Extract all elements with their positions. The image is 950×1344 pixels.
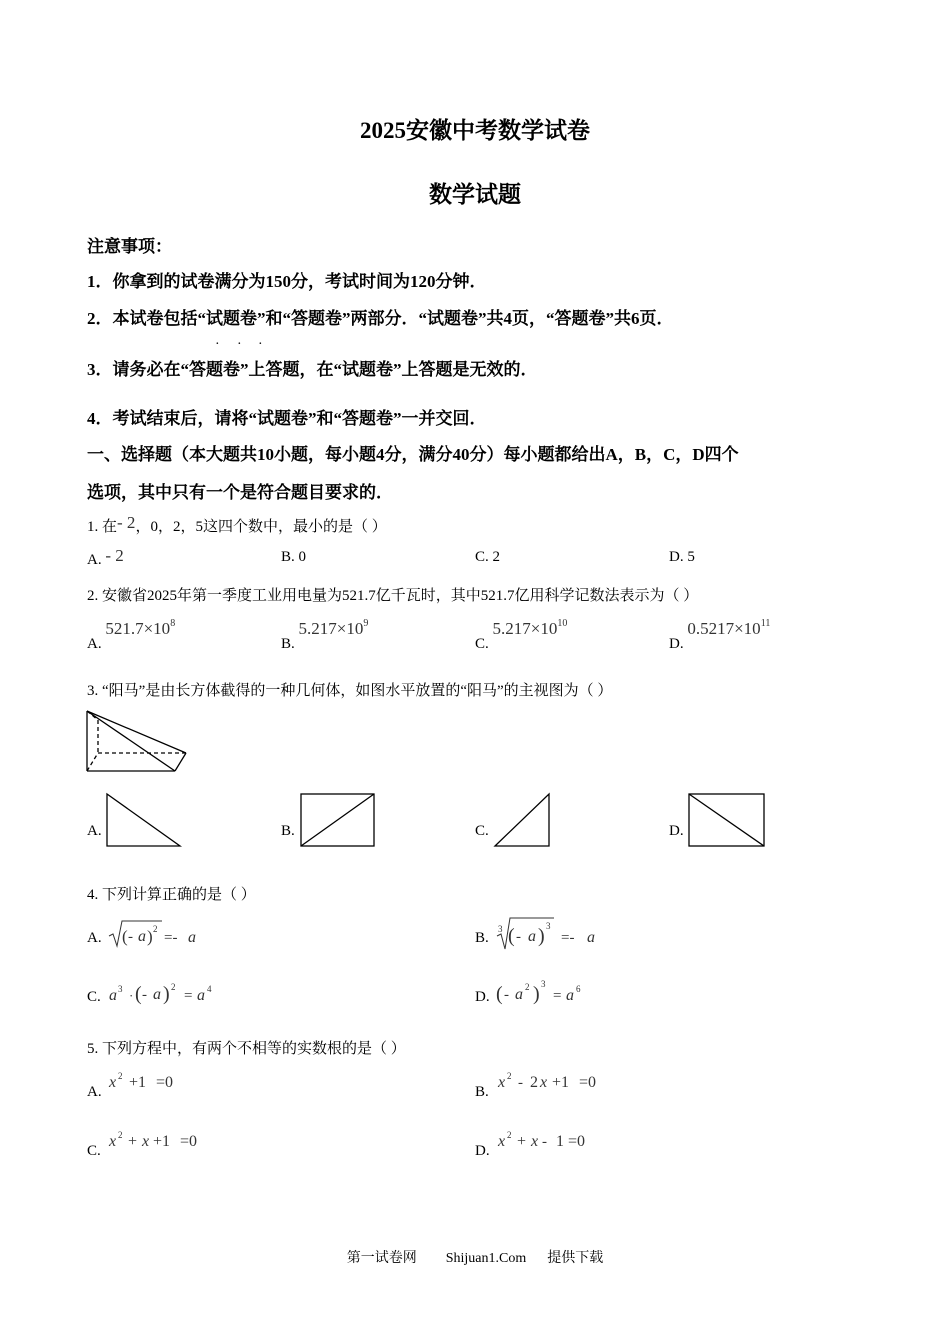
exam-title: 2025安徽中考数学试卷 (360, 118, 590, 143)
emphasis-dot: · (215, 337, 220, 352)
svg-text:(: ( (135, 983, 142, 1005)
svg-text:-: - (504, 987, 509, 1003)
svg-text:-: - (516, 929, 521, 945)
q4-option-d-label: D. (475, 989, 490, 1005)
exam-subtitle: 数学试题 (429, 182, 521, 207)
svg-text:2: 2 (171, 982, 176, 992)
svg-text:x: x (498, 1074, 506, 1091)
svg-text:a: a (566, 987, 574, 1004)
svg-text:+: + (517, 1133, 527, 1150)
svg-text:): ) (538, 925, 545, 947)
svg-text:2: 2 (507, 1071, 512, 1081)
q4-option-c-label: C. (87, 989, 101, 1005)
svg-text:=0: =0 (568, 1133, 586, 1150)
q3-option-d-label: D. (669, 823, 684, 839)
svg-text:2: 2 (118, 1071, 123, 1081)
svg-text:(: ( (122, 927, 128, 946)
q1-option-d: D. 5 (669, 549, 695, 565)
footer-site-url[interactable]: Shijuan1.Com (445, 1251, 527, 1266)
svg-text:a: a (528, 928, 536, 945)
svg-text:x: x (498, 1133, 506, 1150)
question-5-stem: 5. 下列方程中，有两个不相等的实数根的是（ ） (87, 1041, 406, 1057)
footer-tagline: 提供下载 (547, 1251, 604, 1266)
svg-text:-: - (542, 1134, 547, 1150)
notice-heading: 注意事项： (87, 237, 172, 256)
question-3-stem: 3. “阳马”是由长方体截得的一种几何体，如图水平放置的“阳马”的主视图为（ ） (87, 683, 613, 699)
svg-text:+1: +1 (552, 1074, 570, 1091)
svg-text:2: 2 (525, 982, 530, 992)
svg-text:): ) (163, 983, 170, 1005)
q5-option-a-label: A. (87, 1084, 102, 1100)
svg-text:=-: =- (561, 930, 575, 946)
svg-text:a: a (188, 929, 196, 946)
q5-option-b-label: B. (475, 1084, 489, 1100)
svg-text:2: 2 (153, 924, 158, 934)
svg-text:=-: =- (164, 930, 178, 946)
q2-option-a: A. $521.7\times 10^8$ (87, 618, 176, 652)
svg-text:a: a (587, 929, 595, 946)
q1-option-b: B. 0 (281, 549, 307, 565)
q1-option-c: C. 2 (475, 549, 501, 565)
svg-text:2: 2 (118, 1130, 123, 1140)
q1-rest: ，0，2，5这四个数中，最小的是（ ） (135, 519, 387, 535)
svg-text:2: 2 (507, 1130, 512, 1140)
q3-option-c-label: C. (475, 823, 489, 839)
svg-text:-: - (128, 929, 133, 945)
question-4-stem: 4. 下列计算正确的是（ ） (87, 887, 256, 903)
section-heading-line1: 一、选择题（本大题共10小题，每小题4分，满分40分）每小题都给出A，B，C，D四个 (87, 445, 739, 464)
svg-text:3: 3 (118, 984, 123, 994)
notice-item-1: 1．你拿到的试卷满分为150分，考试时间为120分钟． (87, 272, 487, 291)
svg-text:(: ( (508, 925, 515, 947)
svg-text:x: x (109, 1074, 117, 1091)
q2-option-b: B. $5.217\times 10^9$ (281, 618, 369, 652)
svg-text:a: a (515, 986, 523, 1003)
svg-text:6: 6 (576, 984, 581, 994)
svg-text:=0: =0 (180, 1133, 198, 1150)
svg-text:3: 3 (541, 979, 546, 989)
svg-text:=0: =0 (579, 1074, 597, 1091)
svg-text:+: + (128, 1133, 138, 1150)
page-footer (0, 1247, 950, 1267)
footer-site-name: 第一试卷网 (346, 1251, 417, 1266)
svg-text:4: 4 (207, 984, 212, 994)
emphasis-dot: · (237, 337, 242, 352)
svg-text:3: 3 (546, 921, 551, 931)
svg-text:(: ( (496, 983, 503, 1005)
svg-text:x: x (531, 1133, 539, 1150)
notice-item-4: 4．考试结束后，请将“试题卷”和“答题卷”一并交回． (87, 409, 487, 428)
svg-text:a: a (138, 928, 146, 945)
svg-text:3: 3 (498, 924, 503, 934)
svg-text:a: a (109, 987, 117, 1004)
svg-text:=: = (553, 988, 562, 1004)
q5-option-c-label: C. (87, 1143, 101, 1159)
q2-option-d: D. $0.5217\times 10^{11}$ (669, 618, 771, 652)
svg-text:2: 2 (530, 1074, 538, 1091)
emphasis-dot: · (258, 337, 263, 352)
notice-item-2: 2．本试卷包括“试题卷”和“答题卷”两部分．“试题卷”共4页，“答题卷”共6页． (87, 309, 674, 328)
svg-text:x: x (540, 1074, 548, 1091)
notice-item-3: 3．请务必在“答题卷”上答题，在“试题卷”上答题是无效的． (87, 360, 538, 379)
svg-text:+1: +1 (153, 1133, 171, 1150)
svg-text:1: 1 (556, 1133, 564, 1150)
q5-option-d-label: D. (475, 1143, 490, 1159)
q2-option-c: C. $5.217\times 10^{10}$ (475, 618, 568, 652)
q4-option-a-label: A. (87, 930, 102, 946)
q1-option-a: A. - 2 (87, 546, 124, 568)
svg-text:): ) (533, 983, 540, 1005)
svg-text:=0: =0 (156, 1074, 174, 1091)
svg-text:a: a (197, 987, 205, 1004)
q1-option-a-value: - 2 (105, 546, 124, 565)
svg-text:x: x (142, 1133, 150, 1150)
svg-text:+1: +1 (129, 1074, 147, 1091)
q1-prefix: 1. 在 (87, 519, 118, 535)
q3-option-b-label: B. (281, 823, 295, 839)
section-heading-line2: 选项，其中只有一个是符合题目要求的． (87, 483, 393, 502)
svg-text:=: = (184, 988, 193, 1004)
svg-text:): ) (147, 927, 153, 946)
question-2-stem: 2. 安徽省2025年第一季度工业用电量为521.7亿千瓦时，其中521.7亿用科学记数法表示为（ ） (87, 588, 699, 604)
svg-text:-: - (142, 987, 147, 1003)
svg-text:a: a (153, 986, 161, 1003)
svg-text:x: x (109, 1133, 117, 1150)
svg-text:·: · (129, 988, 134, 1003)
q3-option-a-label: A. (87, 823, 102, 839)
q4-option-b-label: B. (475, 930, 489, 946)
svg-text:-: - (518, 1075, 523, 1091)
q1-neg-two: - 2 (117, 513, 136, 532)
